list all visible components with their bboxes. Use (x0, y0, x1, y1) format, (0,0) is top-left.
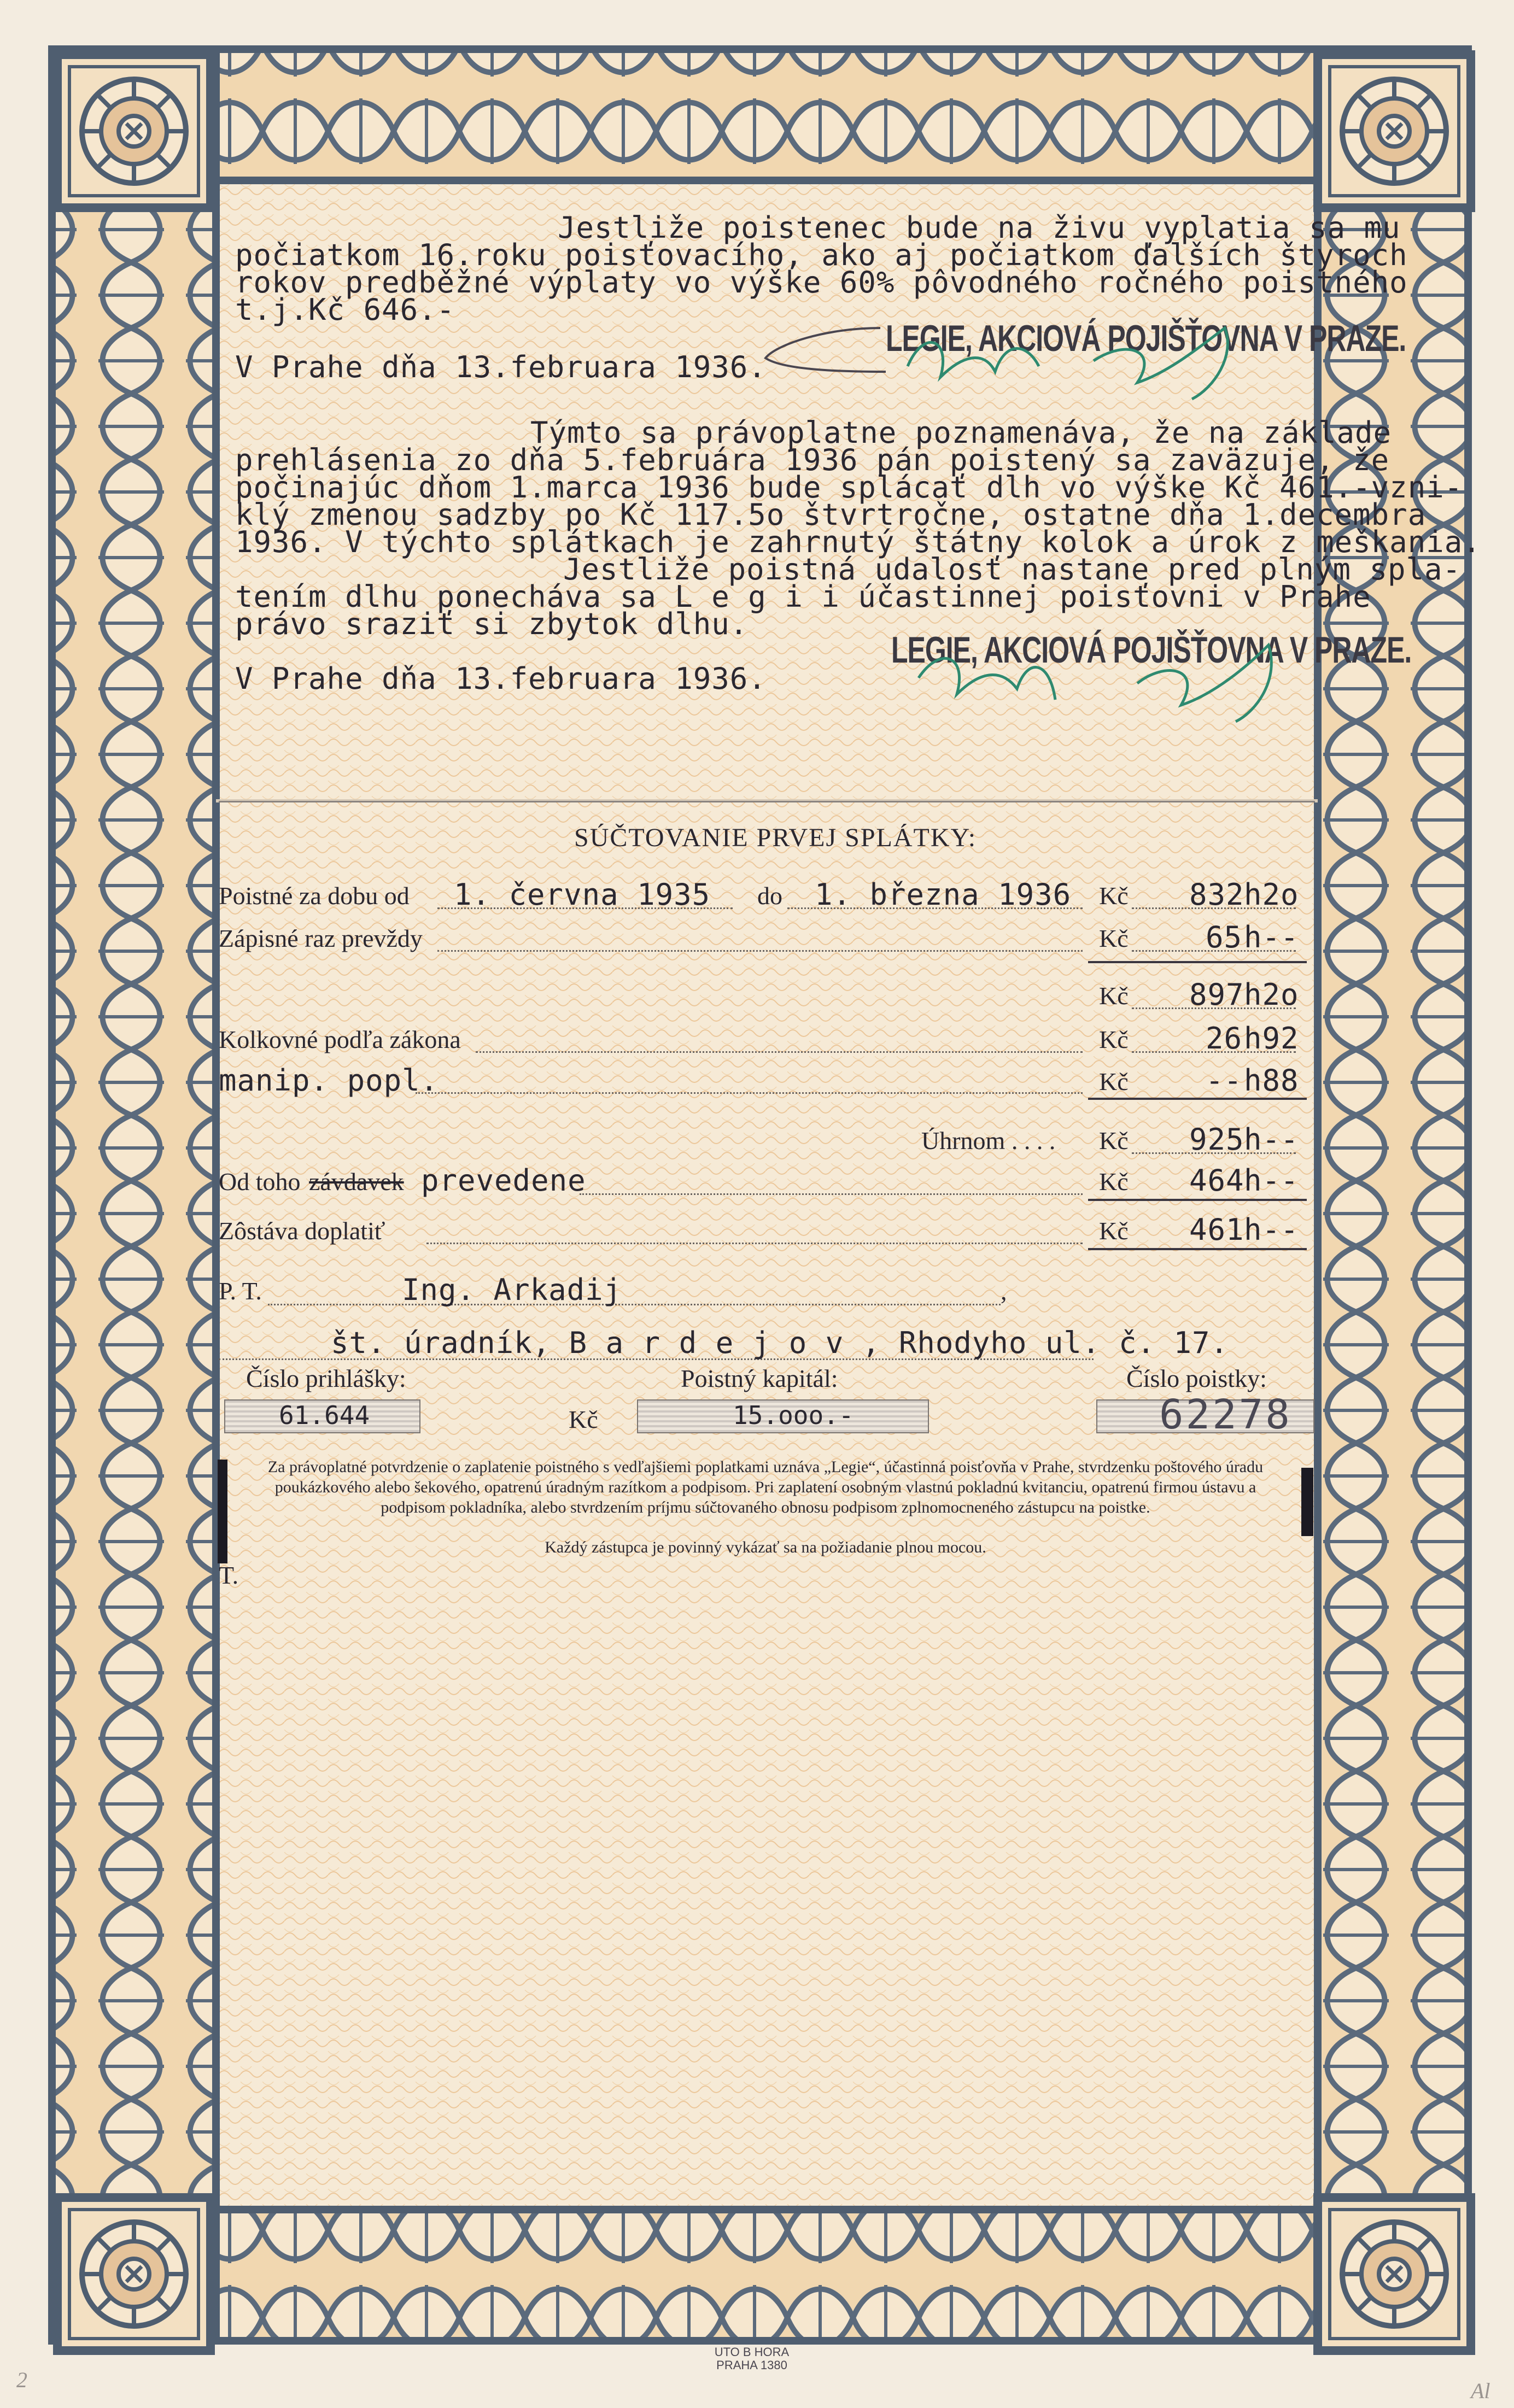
policy-number-value: 62278 (1159, 1391, 1292, 1438)
application-number-value: 61.644 (279, 1401, 370, 1430)
period-from: 1. června 1935 (454, 877, 711, 912)
dotted-line (416, 1092, 1083, 1094)
section-divider (219, 801, 1315, 802)
margin-note-right: Al (1471, 2378, 1490, 2403)
dotted-line (426, 1243, 1083, 1244)
amount-halere: h-- (1244, 1122, 1299, 1157)
total-rule (1088, 1098, 1307, 1100)
dotted-line (580, 1193, 1083, 1195)
printer-mark-line1: UTO B HORA (714, 2345, 790, 2359)
policy-number-label: Číslo poistky: (1126, 1364, 1267, 1392)
deposit-prefix: Od toho (219, 1168, 301, 1196)
addressee-comma: , (1001, 1277, 1007, 1305)
handling-fee-label: manip. popl. (219, 1063, 439, 1098)
dotted-line (437, 950, 1083, 952)
footnote-text: Za právoplatné potvrdzenie o zaplatenie poistného s vedľajšiemi poplatkami uznáva „Legie“, účastinná poisťovňa v Prahe, stvrdzenku poštového úradu poukázkového alebo šekového, opatrenú úradným razítkom a podpisom. Pri zaplatení osobným vlastnú pokladnú kvitanciu, opatrenú firmou ústavu a podpisom pokladníka, alebo stvrdzením príjmu súčtovaného obnosu podpisom zplnomocneného zástupcu na poistke. (267, 1458, 1264, 1516)
signature-2 (853, 623, 1318, 733)
amount-value: 464 (1189, 1163, 1244, 1198)
right-marker-bar (1301, 1468, 1313, 1536)
amount-value: 461 (1189, 1212, 1244, 1247)
amount-halere: h-- (1244, 920, 1299, 954)
dotted-line (268, 1304, 1001, 1305)
currency-label: Kč (1099, 1217, 1129, 1245)
capital-label: Poistný kapitál: (681, 1364, 838, 1392)
paragraph1-line1: Jestliže poistenec bude na živu vyplatia sa mu (558, 210, 1401, 245)
printer-mark-line2: PRAHA 1380 (716, 2358, 787, 2372)
addressee-line2: št. úradník, B a r d e j o v , Rhodyho ul. č. 17. (331, 1326, 1229, 1360)
date-line-1: V Prahe dňa 13.februara 1936. (235, 350, 767, 384)
paragraph1-line4: t.j.Kč 646.- (235, 292, 455, 327)
t-mark: T. (219, 1561, 239, 1589)
paragraph1-line2: počiatkom 16.roku poisťovacího, ako aj počiatkom ďalších štyroch (235, 238, 1408, 272)
final-rule (1088, 1248, 1307, 1250)
capital-value: 15.ooo.- (733, 1401, 854, 1430)
dotted-line (1132, 1051, 1296, 1053)
date-line-2: V Prahe dňa 13.februara 1936. (235, 661, 767, 696)
application-number-label: Číslo prihlášky: (246, 1364, 406, 1392)
paragraph2-line8: právo sraziť si zbytok dlhu. (235, 607, 749, 641)
amount-halere: h-- (1244, 1163, 1299, 1198)
dotted-line (1132, 1152, 1296, 1154)
signature-1 (744, 306, 1318, 415)
amount-halere: h92 (1244, 1021, 1299, 1056)
amount-value: 65 (1206, 920, 1243, 954)
currency-label: Kč (1099, 982, 1129, 1010)
amount-value: -- (1206, 1063, 1243, 1098)
margin-note-left: 2 (16, 2368, 27, 2392)
amount-halere: h2o (1244, 877, 1299, 912)
stamp-duty-label: Kolkovné podľa zákona (219, 1026, 461, 1053)
paragraph2-line3: počinajúc dňom 1.marca 1936 bude splácať dlh vo výške Kč 461.-vzni- (235, 470, 1463, 505)
amount-value: 925 (1189, 1122, 1244, 1157)
left-marker-bar (218, 1460, 227, 1563)
paragraph2-line6: Jestliže poistná udalosť nastane pred plným spla- (563, 552, 1462, 587)
dotted-line (1132, 907, 1296, 909)
currency-label: Kč (1099, 1127, 1129, 1155)
transferred-word: prevedene (421, 1163, 586, 1198)
dotted-line (1132, 1007, 1296, 1009)
company-stamp-1: LEGIE, AKCIOVÁ POJIŠŤOVNA V PRAZE. (886, 318, 1406, 359)
currency-label: Kč (1099, 882, 1129, 910)
total-label: Úhrnom . . . . (921, 1127, 1056, 1155)
period-to-label: do (757, 882, 782, 910)
subtotal-rule (1088, 961, 1307, 963)
dotted-line (476, 1051, 1083, 1053)
settlement-title: SÚČTOVANIE PRVEJ SPLÁTKY: (574, 823, 977, 852)
currency-label: Kč (1099, 1168, 1129, 1196)
registration-fee-label: Zápisné raz prevždy (219, 924, 423, 952)
amount-halere: h88 (1244, 1063, 1299, 1098)
currency-label: Kč (1099, 1026, 1129, 1053)
paragraph2-line1: Týmto sa právoplatne poznamenáva, že na základe (530, 415, 1392, 450)
paragraph2-line4: klý zmenou sadzby po Kč 117.5o štvrtročne, ostatne dňa 1.decembra (235, 497, 1427, 532)
amount-value: 897 (1189, 977, 1244, 1012)
balance-label: Zôstáva doplatiť (219, 1217, 385, 1245)
paragraph2-line5: 1936. V týchto splátkach je zahrnutý štátny kolok a úrok z meškania. (235, 525, 1481, 559)
footnote-text-2: Každý zástupca je povinný vykázať sa na požiadanie plnou mocou. (545, 1538, 986, 1556)
paragraph2-line7: tením dlhu ponecháva sa L e g i i účastinnej poisťovni v Prahe (235, 579, 1371, 614)
balance-rule (1088, 1199, 1307, 1201)
addressee-name: Ing. Arkadij (402, 1273, 622, 1307)
paragraph1-line3: rokov predběžné výplaty vo výške 60% pôvodného ročného poistného (235, 265, 1408, 300)
capital-currency: Kč (569, 1405, 598, 1433)
amount-value: 832 (1189, 877, 1244, 912)
amount-value: 26 (1206, 1021, 1243, 1056)
pt-label: P. T. (219, 1277, 262, 1305)
currency-label: Kč (1099, 1068, 1129, 1095)
amount-halere: h-- (1244, 1212, 1299, 1247)
amount-halere: h2o (1244, 977, 1299, 1012)
period-label: Poistné za dobu od (219, 882, 410, 910)
paragraph2-line2: prehlásenia zo dňa 5.februára 1936 pán poistený sa zaväzuje, že (235, 443, 1390, 477)
period-to: 1. března 1936 (815, 877, 1072, 912)
company-stamp-2: LEGIE, AKCIOVÁ POJIŠŤOVNA V PRAZE. (891, 629, 1412, 671)
currency-label: Kč (1099, 924, 1129, 952)
dotted-line (1132, 950, 1296, 952)
deposit-struck-word: závdavek (309, 1168, 404, 1196)
